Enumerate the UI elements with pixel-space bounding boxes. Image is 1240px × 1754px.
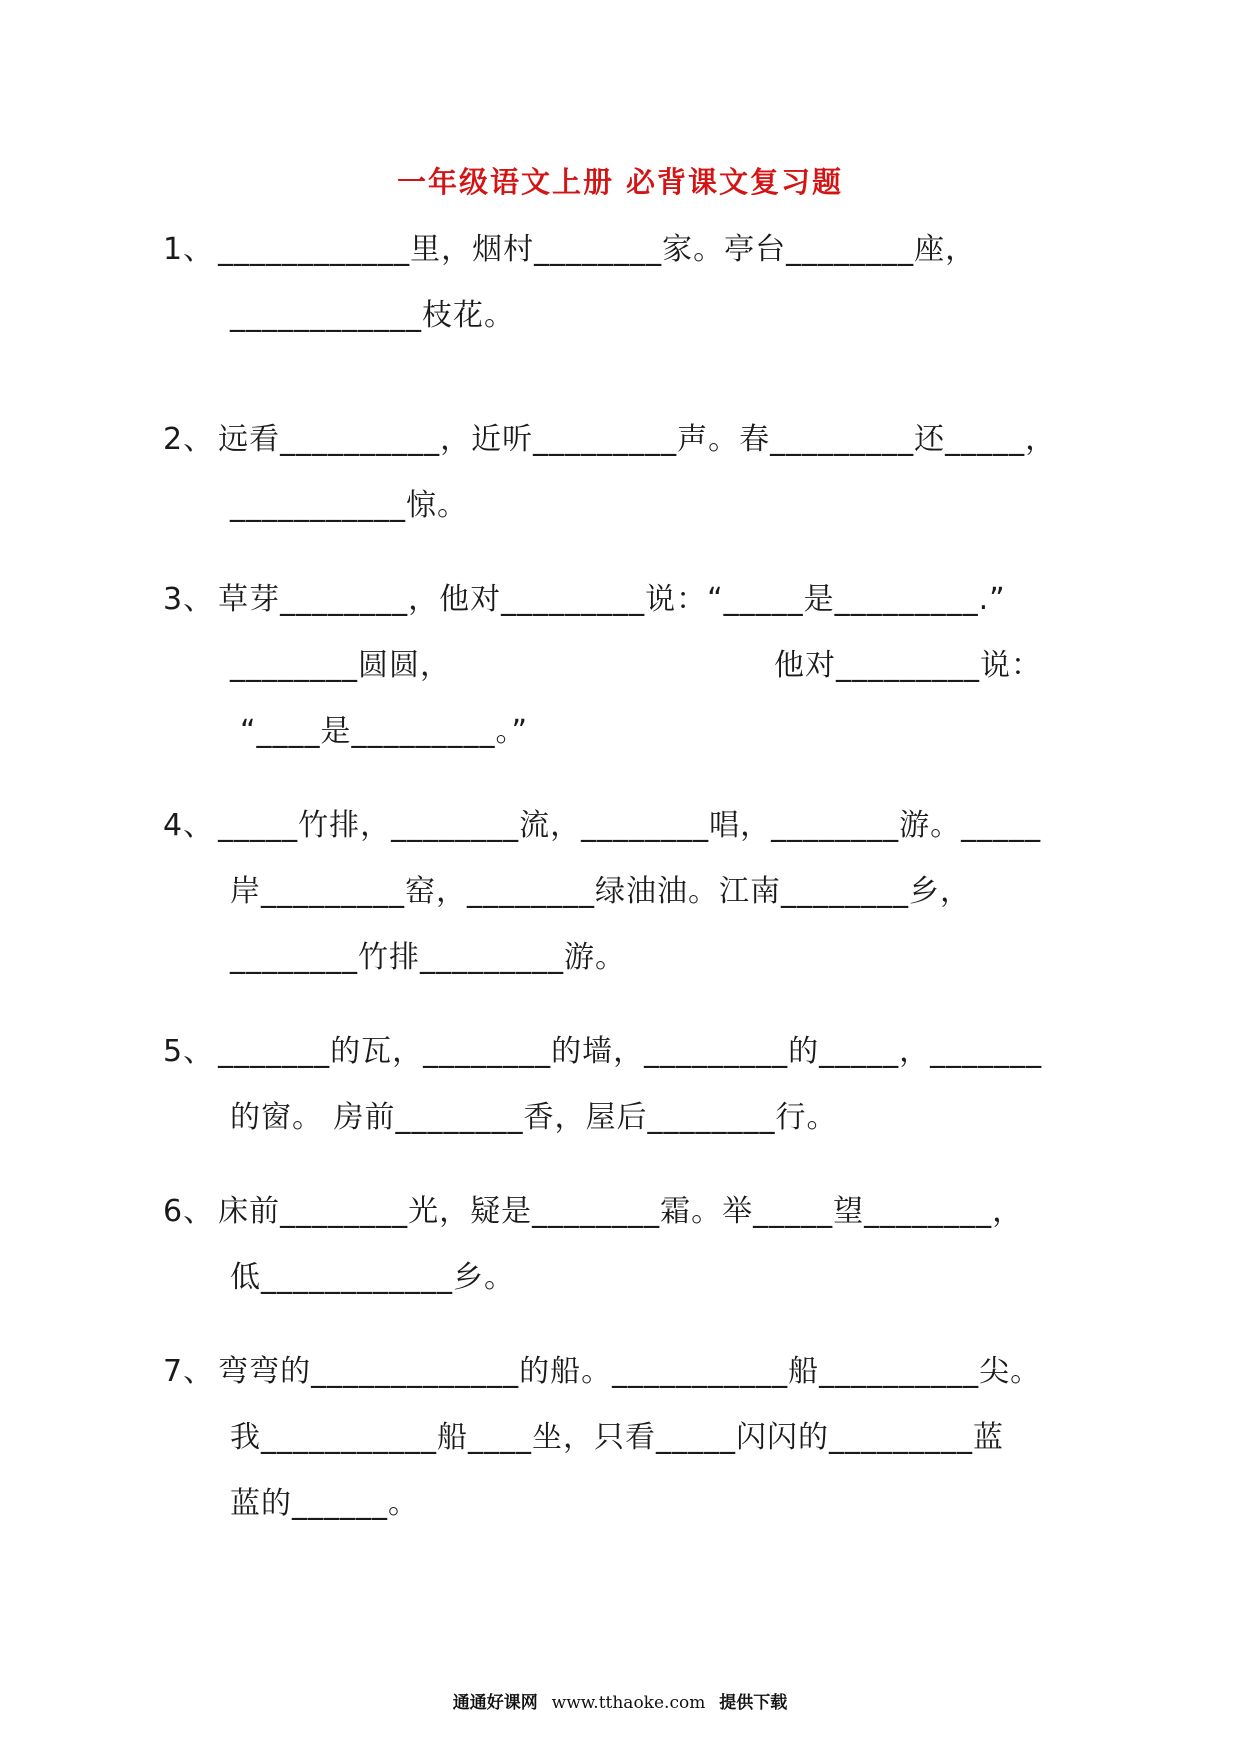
question-6-line-2: 低____________乡。 xyxy=(230,1260,515,1295)
question-4-line-2: 岸_________窑，________绿油油。江南________乡， xyxy=(230,874,971,909)
question-7-line-3: 蓝的______。 xyxy=(230,1486,419,1521)
question-text: ____________里，烟村________家。亭台________座， xyxy=(218,232,977,267)
footer-url-link[interactable]: www.tthaoke.com xyxy=(551,1693,706,1713)
footer-site-name: 通通好课网 xyxy=(452,1693,538,1713)
question-number: 1、 xyxy=(163,232,215,267)
question-2-line-2: ___________惊。 xyxy=(230,488,468,523)
question-text: 弯弯的_____________的船。___________船__________尖。 xyxy=(218,1354,1042,1389)
question-number: 5、 xyxy=(163,1034,215,1069)
question-3-line-2b: 他对_________说： xyxy=(774,648,1042,683)
question-7-line-1 xyxy=(163,1350,1041,1394)
page-footer xyxy=(0,1688,1240,1713)
question-number: 7、 xyxy=(163,1354,215,1389)
footer-suffix: 提供下载 xyxy=(719,1693,788,1713)
question-7-line-2: 我___________船____坐，只看_____闪闪的_________蓝 xyxy=(230,1420,1004,1455)
question-number: 4、 xyxy=(163,808,215,843)
question-text: 草芽________，他对_________说：“_____是_________.” xyxy=(218,582,1006,617)
question-2-line-1 xyxy=(163,418,1056,462)
question-text: 远看__________，近听_________声。春_________还_____， xyxy=(218,422,1057,457)
question-6-line-1 xyxy=(163,1190,1023,1234)
question-5-line-2: 的窗。 房前________香，屋后________行。 xyxy=(230,1100,838,1135)
question-3-line-2a: ________圆圆， xyxy=(230,648,451,683)
question-5-line-1 xyxy=(163,1030,1042,1074)
question-text: _______的瓦，________的墙，_________的_____，_______ xyxy=(218,1034,1043,1069)
question-3-line-3: “____是_________。” xyxy=(240,714,529,749)
question-4-line-3: ________竹排_________游。 xyxy=(230,940,626,975)
question-1-line-1 xyxy=(163,228,976,272)
question-number: 6、 xyxy=(163,1194,215,1229)
question-3-line-1 xyxy=(163,578,1006,622)
page-title: 一年级语文上册 必背课文复习题 xyxy=(396,165,844,199)
question-4-line-1 xyxy=(163,804,1041,848)
question-number: 2、 xyxy=(163,422,215,457)
question-number: 3、 xyxy=(163,582,215,617)
question-1-line-2: ____________枝花。 xyxy=(230,298,515,333)
question-text: 床前________光，疑是________霜。举_____望________， xyxy=(218,1194,1024,1229)
question-text: _____竹排，________流，________唱，________游。_____ xyxy=(218,808,1042,843)
